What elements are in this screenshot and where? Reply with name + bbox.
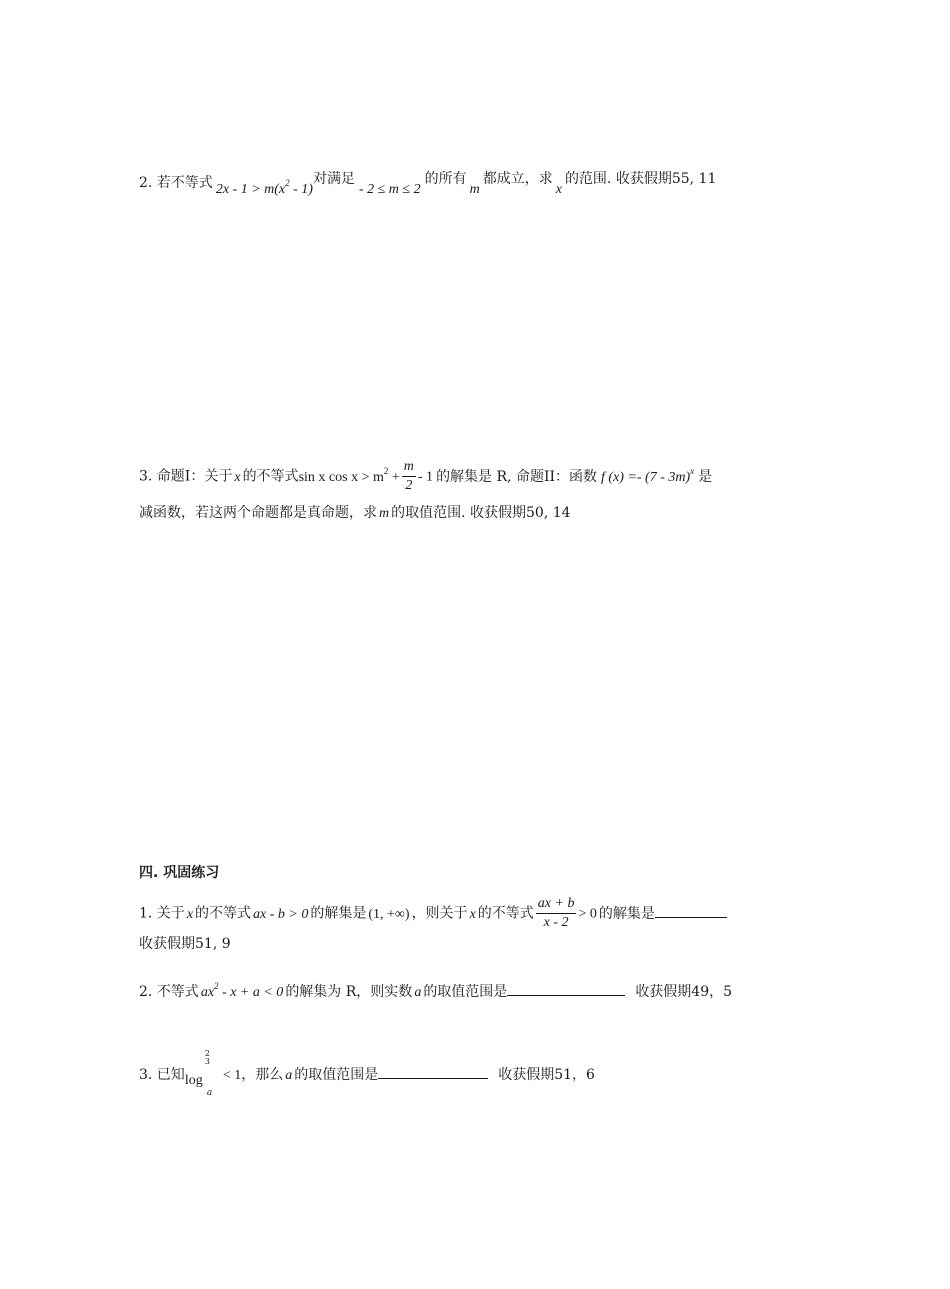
q3-ineq: sin x $\cos x > m^2$ + — [298, 465, 400, 485]
question-3-line-1 — [139, 458, 712, 495]
ex3-c: 的取值范围是 — [294, 1067, 379, 1083]
q2-var-x: x — [555, 182, 562, 197]
q3-var-x: x — [234, 469, 241, 485]
q3-line1-d: 是 — [698, 468, 713, 485]
ex3-lt: < 1 — [222, 1068, 242, 1083]
exercise-2 — [139, 981, 732, 1004]
ex1-var-x: x — [186, 906, 194, 922]
exercise-1-line-1 — [139, 895, 727, 932]
q3-line1-b: 的不等式 — [242, 468, 299, 485]
ex1-ineq: ax - b > 0 — [253, 906, 309, 922]
ex1-a: 1. 关于 — [139, 905, 185, 922]
ex2-b: 的解集为 R，则实数 — [285, 984, 413, 1000]
ex1-gt: > 0 — [578, 906, 597, 922]
ex1-fraction: $\frac{ax + b}{x - 2}$ — [537, 896, 575, 930]
ex2-answer-blank[interactable] — [507, 981, 625, 996]
q3-ineq-tail: - 1 — [417, 469, 434, 485]
ex1-interval: (1, +∞) — [368, 906, 410, 922]
question-3-line-2 — [139, 502, 571, 525]
q2-suffix: 的范围. 收获假期55, 11 — [564, 171, 717, 187]
q2-var-m: m — [469, 182, 480, 197]
ex3-b: ，那么 — [241, 1067, 284, 1083]
q2-prefix: 2. 若不等式 — [139, 175, 213, 191]
ex3-d: 收获假期51，6 — [498, 1067, 595, 1083]
ex1-e: 的不等式 — [477, 905, 534, 922]
q3-line2-a: 减函数，若这两个命题都是真命题，求 — [139, 505, 377, 521]
ex1-c: 的解集是 — [310, 905, 367, 922]
q2-mid1: 对满足 — [312, 171, 355, 187]
q2-mid3: 都成立，求 — [482, 171, 553, 187]
ex2-d: 收获假期49，5 — [635, 984, 733, 1000]
q3-var-m: m — [379, 506, 390, 521]
q3-fraction: $\frac{m}{2}$ — [403, 459, 414, 493]
exercise-1-line-2: 收获假期51, 9 — [139, 936, 231, 952]
ex3-log-expression: log 2 3 a — [184, 1049, 213, 1098]
ex3-var-a: a — [285, 1068, 293, 1083]
q3-line2-b: 的取值范围. 收获假期50, 14 — [391, 505, 571, 521]
ex2-ineq: $ax^2 - x + a < 0$ — [200, 981, 284, 1000]
q3-line1-c: 的解集是 R, 命题II：函数 — [436, 468, 598, 485]
ex1-answer-blank[interactable] — [655, 903, 727, 918]
ex3-answer-blank[interactable] — [378, 1064, 488, 1079]
ex1-b: 的不等式 — [195, 905, 252, 922]
q3-line1-a: 3. 命题I：关于 — [139, 468, 233, 485]
question-2 — [139, 172, 716, 195]
ex2-c: 的取值范围是 — [423, 984, 508, 1000]
ex1-var-x-2: x — [469, 906, 476, 922]
ex2-var-a: a — [414, 985, 422, 1000]
ex1-f: 的解集是 — [598, 905, 655, 922]
q3-function: f (x) =- (7 - 3m)$^x$ — [601, 465, 695, 485]
ex3-a: 3. 已知 — [139, 1067, 185, 1083]
q2-mid2: 的所有 — [424, 171, 467, 187]
ex1-d: ，则关于 — [411, 905, 468, 922]
q2-inequality: $2x - 1 > m(x^2 - 1)$ — [215, 178, 313, 197]
q2-condition: - 2 ≤ m ≤ 2 — [358, 182, 421, 197]
section-title: 四. 巩固练习 — [139, 865, 220, 881]
exercise-3 — [139, 1049, 595, 1098]
ex2-a: 2. 不等式 — [139, 984, 199, 1000]
